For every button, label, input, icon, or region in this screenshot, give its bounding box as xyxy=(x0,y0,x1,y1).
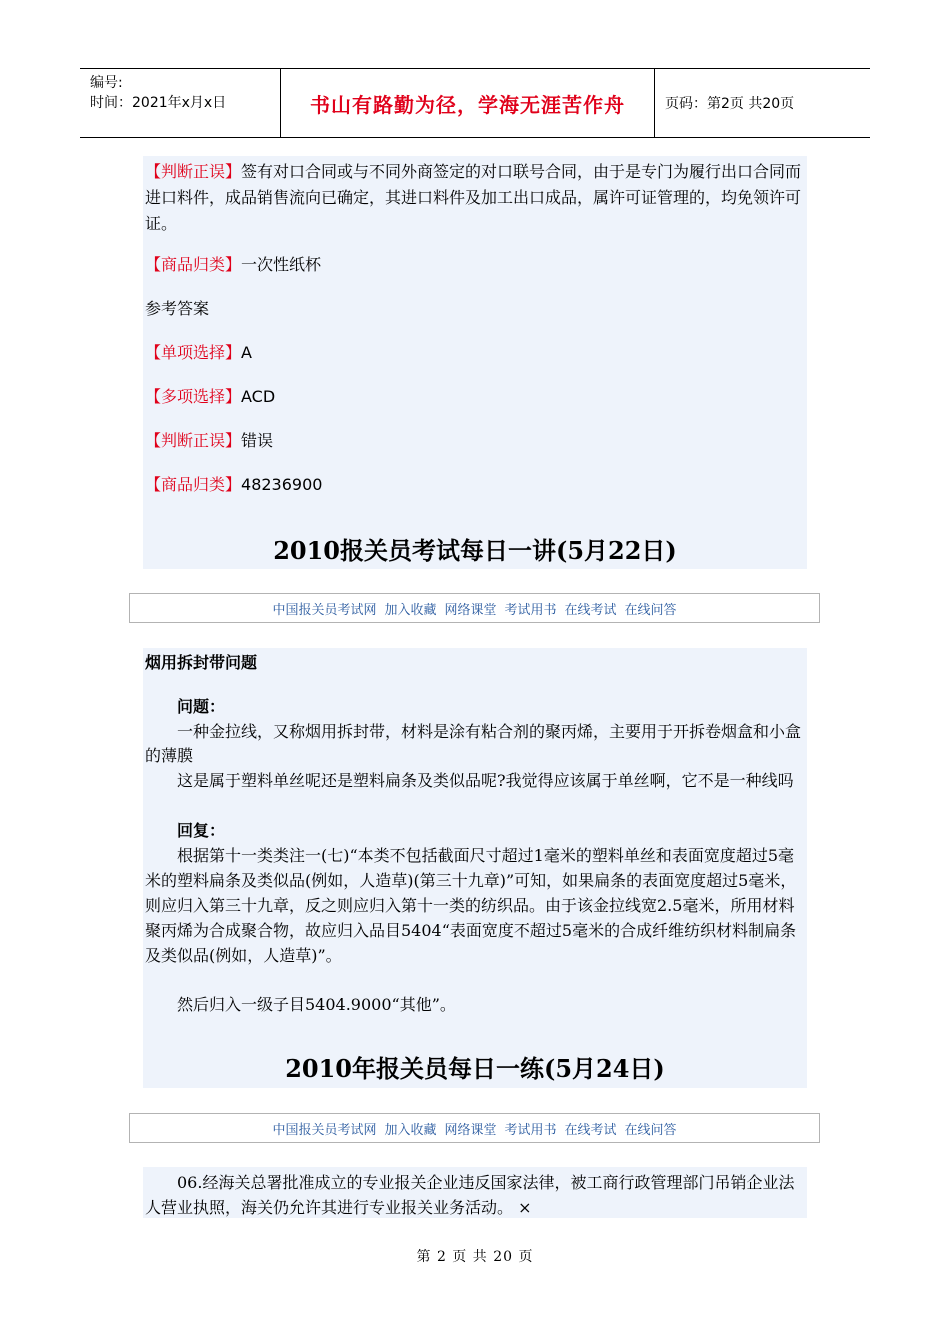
reply-para-1: 根据第十一类类注一(七)“本类不包括截面尺寸超过1毫米的塑料单丝和表面宽度超过5毫米的塑料扁条及类似品(例如，人造草)(第三十九章)”可知，如果扁条的表面宽度超过5毫米，则应归入第三十九章，反之则应归入第十一类的纺织品。由于该金拉线宽2.5毫米，所用材料聚丙烯为合成聚合物，故应归入品目5404“表面宽度不超过5毫米的合成纤维纺织材料制扁条及类似品(例如，人造草)”。 xyxy=(145,846,797,965)
nav-link-online-exam[interactable]: 在线考试 xyxy=(564,602,617,618)
question-para-1: 一种金拉线，又称烟用拆封带，材料是涂有粘合剂的聚丙烯，主要用于开拆卷烟盒和小盒的薄膜 xyxy=(145,722,802,765)
answer-single-value: A xyxy=(241,343,252,362)
nav-link-favorite[interactable]: 加入收藏 xyxy=(384,602,437,618)
answer-multi xyxy=(145,386,803,408)
answer-heading: 参考答案 xyxy=(145,299,210,318)
header-time: 时间：2021年x月x日 xyxy=(90,95,227,111)
reply-para-2: 然后归入一级子目5404.9000“其他”。 xyxy=(177,995,456,1014)
page-header xyxy=(80,68,870,138)
header-page: 页码：第2页 共20页 xyxy=(665,96,795,112)
nav-link-course[interactable]: 网络课堂 xyxy=(444,1122,497,1138)
section-title-0524: 2010年报关员每日一练(5月24日) xyxy=(285,1054,665,1083)
tag-multi: 【多项选择】 xyxy=(145,387,242,406)
qa-topic: 烟用拆封带问题 xyxy=(145,653,258,672)
section-title-0522: 2010报关员考试每日一讲(5月22日) xyxy=(273,536,677,565)
tag-single: 【单项选择】 xyxy=(145,343,242,362)
tag-answer-judge: 【判断正误】 xyxy=(145,431,242,450)
tag-classify: 【商品归类】 xyxy=(145,255,242,274)
nav-link-books[interactable]: 考试用书 xyxy=(504,602,557,618)
nav-link-qa[interactable]: 在线问答 xyxy=(624,602,677,618)
header-motto: 书山有路勤为径，学海无涯苦作舟 xyxy=(310,92,625,117)
nav-link-home[interactable]: 中国报关员考试网 xyxy=(272,1122,377,1138)
tag-judge: 【判断正误】 xyxy=(145,162,242,181)
tag-answer-classify: 【商品归类】 xyxy=(145,475,242,494)
nav-link-favorite[interactable]: 加入收藏 xyxy=(384,1122,437,1138)
section-answers xyxy=(143,156,807,569)
nav-link-books[interactable]: 考试用书 xyxy=(504,1122,557,1138)
answer-classify-value: 48236900 xyxy=(241,475,323,494)
answer-multi-value: ACD xyxy=(241,387,276,406)
question-judge xyxy=(145,159,803,237)
answer-judge-value: 错误 xyxy=(241,431,274,450)
exercise-question: 06.经海关总署批准成立的专业报关企业违反国家法律，被工商行政管理部门吊销企业法人营业执照，海关仍允许其进行专业报关业务活动。 × xyxy=(145,1173,795,1217)
answer-single xyxy=(145,342,803,364)
section-qa xyxy=(143,648,807,1088)
nav-link-online-exam[interactable]: 在线考试 xyxy=(564,1122,617,1138)
answer-classify xyxy=(145,474,803,496)
nav-link-qa[interactable]: 在线问答 xyxy=(624,1122,677,1138)
page-footer: 第 2 页 共 20 页 xyxy=(416,1249,534,1265)
header-motto-cell xyxy=(281,69,655,137)
question-judge-text: 签有对口合同或与不同外商签定的对口联号合同，由于是专门为履行出口合同而进口料件，成品销售流向已确定，其进口料件及加工出口成品，属许可证管理的，均免领许可证。 xyxy=(145,162,802,233)
nav-link-home[interactable]: 中国报关员考试网 xyxy=(272,602,377,618)
section-exercise xyxy=(143,1167,807,1218)
header-meta xyxy=(80,69,281,137)
site-navbar-2 xyxy=(129,1113,820,1143)
question-para-2: 这是属于塑料单丝呢还是塑料扁条及类似品呢?我觉得应该属于单丝啊，它不是一种线吗 xyxy=(177,771,794,790)
reply-label: 回复： xyxy=(177,821,226,840)
question-label: 问题： xyxy=(177,697,226,716)
question-classify-text: 一次性纸杯 xyxy=(241,255,322,274)
question-classify xyxy=(145,254,803,276)
site-navbar xyxy=(129,593,820,623)
nav-link-course[interactable]: 网络课堂 xyxy=(444,602,497,618)
header-number: 编号: xyxy=(90,75,123,91)
answer-judge xyxy=(145,430,803,452)
